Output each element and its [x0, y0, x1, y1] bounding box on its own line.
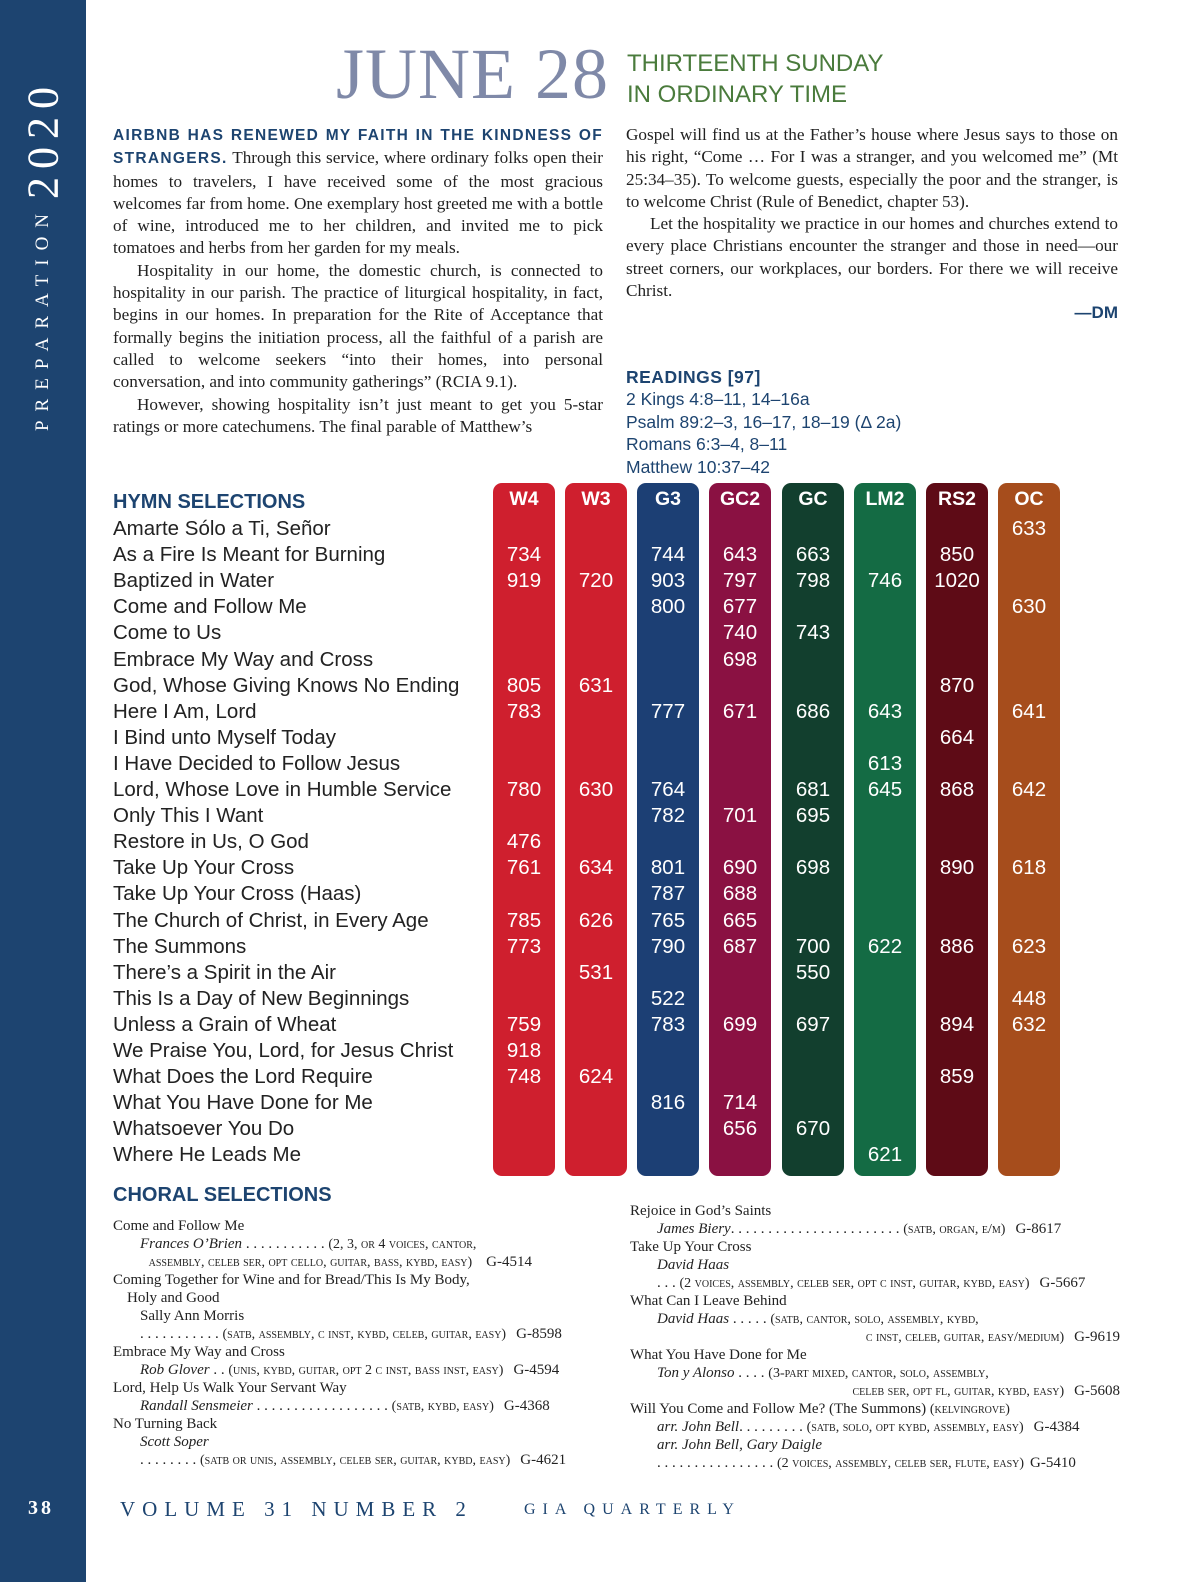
choral-title: No Turning Back: [113, 1416, 218, 1432]
hymn-number: 805: [506, 673, 542, 697]
hymnal-column-header: OC: [1014, 488, 1044, 510]
hymn-number: 663: [795, 543, 831, 567]
reading-line: Psalm 89:2–3, 16–17, 18–19 (Δ 2a): [626, 411, 902, 432]
hymn-number: 681: [795, 778, 831, 801]
hymn-number: 687: [722, 934, 758, 958]
voicing-detail: (3-part mixed, cantor, solo, assembly,: [768, 1366, 989, 1381]
choral-entry-line: [657, 1220, 1061, 1239]
hymn-number: 448: [1011, 986, 1047, 1010]
hymn-title: Baptized in Water: [113, 569, 275, 593]
composer: Ton y Alonso: [657, 1365, 735, 1381]
choral-entry-line: [853, 1382, 1120, 1401]
hymn-number: 686: [795, 699, 831, 723]
article-p1-text: Through this service, where ordinary folks open their homes to travelers, I have received some of the most gracious welcomes far from home. One exemplary host greeted me with a bottle of wine, introduced me to her children, and invited me to pick tomatoes and herbs from her garden for my meals.: [113, 148, 603, 258]
article-paragraph-3: However, showing hospitality isn’t just meant to get you 5-star ratings or more catechumens. The final parable of Matthew’s: [113, 394, 603, 436]
voicing-detail: (satb, assembly, c inst, kybd, celeb, guitar, easy): [222, 1327, 507, 1342]
readings-section: [626, 366, 901, 478]
hymn-number: 787: [650, 882, 686, 906]
hymn-title: Only This I Want: [113, 804, 264, 828]
hymnal-column-header: G3: [654, 488, 681, 510]
hymn-number: 773: [506, 934, 542, 958]
hymn-number: 761: [506, 856, 542, 880]
catalog-code: G-4514: [486, 1254, 532, 1270]
choral-entry-line: [866, 1328, 1120, 1347]
leader-dots: . . . . . . . . .: [739, 1419, 807, 1435]
hymn-number: 850: [939, 543, 975, 567]
hymn-number: 641: [1011, 699, 1047, 723]
hymn-number: 665: [722, 908, 758, 932]
hymn-number: 1020: [934, 569, 980, 593]
preparation-label: PREPARATION: [32, 204, 53, 432]
choral-title: Lord, Help Us Walk Your Servant Way: [113, 1380, 347, 1396]
leader-dots: . .: [209, 1362, 229, 1378]
voicing-detail: (satb or unis, assembly, celeb ser, guitar, kybd, easy): [200, 1453, 511, 1468]
hymn-number: 630: [578, 778, 614, 801]
reading-line: 2 Kings 4:8–11, 14–16a: [626, 389, 810, 409]
hymn-number: 522: [650, 986, 686, 1010]
hymn-number: 645: [867, 778, 903, 801]
hymn-title: I Bind unto Myself Today: [113, 725, 336, 749]
hymn-number: 695: [795, 804, 831, 828]
choral-entry-line: [657, 1454, 1076, 1473]
choral-title: Take Up Your Cross: [630, 1239, 752, 1255]
hymn-number: 656: [722, 1117, 758, 1141]
hymn-number: 746: [867, 569, 903, 593]
hymn-number: 903: [650, 569, 686, 593]
hymnal-column-header: LM2: [865, 488, 905, 510]
hymn-number: 630: [1011, 595, 1047, 619]
hymnal-column-header: W3: [581, 488, 611, 510]
hymn-number: 698: [795, 856, 831, 880]
composer: arr. John Bell, Gary Daigle: [657, 1437, 822, 1453]
voicing-detail: (2, 3, or 4 voices, cantor,: [328, 1237, 477, 1252]
hymn-title: Unless a Grain of Wheat: [113, 1012, 337, 1036]
composer: David Haas: [657, 1311, 730, 1327]
hymn-number: 759: [506, 1012, 542, 1036]
page-date: JUNE 28: [336, 34, 609, 114]
voicing-detail: celeb ser, opt fl, guitar, kybd, easy): [852, 1384, 1065, 1399]
hymn-number: 720: [578, 569, 614, 593]
choral-selections-heading: CHORAL SELECTIONS: [113, 1184, 332, 1206]
hymn-number: 748: [506, 1065, 542, 1089]
choral-title: Embrace My Way and Cross: [113, 1344, 285, 1360]
hymn-title: I Have Decided to Follow Jesus: [113, 751, 401, 775]
hymn-number: 531: [578, 960, 614, 984]
composer: arr. John Bell: [657, 1419, 740, 1435]
article-paragraph-5: Let the hospitality we practice in our homes and churches extend to every place Christians encounter the stranger and those in need—our street corners, our workplaces, our borders. For there we will receive Christ.: [626, 214, 1118, 301]
hymn-number: 780: [506, 778, 542, 801]
choral-entry-line: [657, 1310, 979, 1329]
hymn-number: 677: [722, 595, 758, 619]
hymn-title: What You Have Done for Me: [113, 1091, 373, 1115]
voicing-detail: (satb, solo, opt kybd, assembly, easy): [806, 1420, 1024, 1435]
composer: Randall Sensmeier: [140, 1398, 253, 1414]
catalog-code: G-5410: [1030, 1455, 1076, 1471]
choral-title: Rejoice in God’s Saints: [630, 1203, 772, 1219]
hymn-title: The Church of Christ, in Every Age: [113, 908, 429, 932]
hymn-number: 613: [867, 751, 903, 775]
voicing-detail: (2 voices, assembly, celeb ser, opt c inst, guitar, kybd, easy): [679, 1276, 1030, 1291]
article-paragraph-4: Gospel will find us at the Father’s house where Jesus says to those on his right, “Come … For I was a stranger, and you welcomed me” (Mt 25:34–35). To welcome guests, especially the poor and the stranger, is to welcome Christ (Rule of Benedict, chapter 53).: [626, 125, 1118, 211]
page-number: 38: [28, 1497, 54, 1519]
footer-publication: GIA QUARTERLY: [524, 1501, 741, 1518]
composer: Rob Glover: [140, 1362, 210, 1378]
hymn-title: Embrace My Way and Cross: [113, 647, 374, 671]
choral-title: Will You Come and Follow Me? (The Summons): [630, 1401, 927, 1417]
choral-entry-line: [149, 1253, 532, 1272]
leader-dots: . . . . . . . . . . .: [140, 1326, 223, 1342]
catalog-code: G-4384: [1033, 1419, 1080, 1435]
voicing-detail: (2 voices, assembly, celeb ser, flute, easy): [777, 1456, 1025, 1471]
hymnal-column-header: GC2: [719, 488, 761, 510]
hymn-number: 782: [650, 804, 686, 828]
author-signature: —DM: [1074, 303, 1118, 323]
voicing-detail: assembly, celeb ser, opt cello, guitar, bass, kybd, easy): [148, 1255, 473, 1270]
choral-title: Come and Follow Me: [113, 1218, 245, 1234]
hymn-title: Amarte Sólo a Ti, Señor: [113, 517, 331, 540]
hymn-number: 764: [650, 778, 686, 801]
leader-dots: . . . . . . . . . . . . . . . . . . . . . . .: [730, 1221, 904, 1237]
tune-name: (kelvingrove): [929, 1402, 1010, 1417]
hymn-number: 890: [939, 856, 975, 880]
voicing-detail: (satb, cantor, solo, assembly, kybd,: [770, 1312, 979, 1327]
hymn-number: 664: [939, 725, 975, 749]
voicing-detail: c inst, celeb, guitar, easy/medium): [865, 1330, 1065, 1345]
hymnal-column-header: RS2: [938, 488, 976, 510]
hymn-number: 671: [722, 699, 758, 723]
hymn-number: 642: [1011, 778, 1047, 801]
hymn-number: 743: [795, 621, 831, 645]
choral-entry-line: [630, 1400, 1010, 1419]
liturgical-day-title: [627, 48, 883, 110]
hymn-title: Take Up Your Cross: [113, 856, 295, 880]
catalog-code: G-4594: [513, 1362, 560, 1378]
composer: Sally Ann Morris: [140, 1308, 245, 1324]
hymn-title: There’s a Spirit in the Air: [113, 960, 336, 984]
hymn-number: 801: [650, 856, 686, 880]
hymn-number: 643: [722, 543, 758, 567]
hymn-title: Whatsoever You Do: [113, 1117, 295, 1141]
hymn-title: Where He Leads Me: [113, 1143, 302, 1167]
hymn-number: 859: [939, 1065, 975, 1089]
choral-title: What Can I Leave Behind: [630, 1293, 787, 1309]
hymn-number: 894: [939, 1012, 975, 1036]
article-paragraph-2: Hospitality in our home, the domestic church, is connected to hospitality in our parish. The practice of liturgical hospitality, in fact, begins in our homes. In preparation for the Rite of Acceptance that formally begins the initiation process, all the faithful of a parish are called to welcome seekers “into their homes, into personal conversation, and into community gatherings” (RCIA 9.1).: [113, 260, 603, 392]
readings-heading: READINGS [97]: [626, 367, 761, 387]
hymn-number: 697: [795, 1012, 831, 1036]
hymn-title: What Does the Lord Require: [113, 1065, 373, 1089]
hymn-title: God, Whose Giving Knows No Ending: [113, 673, 460, 697]
title-line-1: THIRTEENTH SUNDAY: [627, 50, 884, 77]
hymn-number: 765: [650, 908, 686, 932]
year-label: 2020: [18, 78, 68, 199]
catalog-code: G-8598: [516, 1326, 562, 1342]
hymn-title: As a Fire Is Meant for Burning: [113, 543, 386, 567]
voicing-detail: (satb, organ, e/m): [903, 1222, 1006, 1237]
choral-title: Coming Together for Wine and for Bread/This Is My Body,: [113, 1272, 470, 1288]
choral-entry-line: [140, 1235, 476, 1254]
title-line-2: IN ORDINARY TIME: [627, 81, 848, 108]
hymn-number: 631: [578, 673, 614, 697]
hymn-title: Come to Us: [113, 621, 222, 645]
hymn-number: 918: [506, 1039, 542, 1062]
hymn-number: 701: [722, 804, 758, 828]
hymn-selections-heading: HYMN SELECTIONS: [113, 491, 306, 513]
hymn-number: 632: [1011, 1012, 1047, 1036]
hymn-number: 621: [867, 1143, 903, 1167]
leader-dots: . . . . . . . . . . .: [242, 1236, 329, 1252]
hymn-number: 476: [506, 830, 542, 854]
voicing-detail: (satb, kybd, easy): [391, 1399, 494, 1414]
article-paragraph-1: [113, 124, 603, 260]
hymn-number: 623: [1011, 934, 1047, 958]
hymn-number: 798: [795, 569, 831, 593]
hymn-title: Lord, Whose Love in Humble Service: [113, 778, 452, 801]
catalog-code: G-8617: [1015, 1221, 1062, 1237]
hymnal-column-header: W4: [509, 488, 539, 510]
hymn-number: 800: [650, 595, 686, 619]
composer: Scott Soper: [140, 1434, 209, 1450]
sidebar-label: [18, 79, 69, 431]
hymn-number: 919: [506, 569, 542, 593]
catalog-code: G-9619: [1074, 1329, 1120, 1345]
hymn-number: 626: [578, 908, 614, 932]
hymn-number: 624: [578, 1065, 614, 1089]
hymn-number: 688: [722, 882, 758, 906]
composer: David Haas: [657, 1257, 730, 1273]
hymn-number: 785: [506, 908, 542, 932]
hymn-number: 870: [939, 673, 975, 697]
leader-dots: . . . . . . . .: [140, 1452, 200, 1468]
composer: James Biery: [657, 1221, 731, 1237]
hymn-number: 744: [650, 543, 686, 567]
hymn-number: 690: [722, 856, 758, 880]
hymn-title: Restore in Us, O God: [113, 830, 309, 854]
hymn-number: 550: [795, 960, 831, 984]
choral-entry-line: [140, 1451, 566, 1470]
hymn-number: 670: [795, 1117, 831, 1141]
voicing-detail: (unis, kybd, guitar, opt 2 c inst, bass inst, easy): [228, 1363, 504, 1378]
catalog-code: G-4621: [520, 1452, 567, 1468]
leader-dots: . . . . . . . . . . . . . . . .: [657, 1455, 777, 1471]
leader-dots: . . . .: [734, 1365, 769, 1381]
hymn-number: 634: [578, 856, 614, 880]
hymn-number: 700: [795, 934, 831, 958]
hymn-number: 868: [939, 778, 975, 801]
choral-entry-line: [657, 1364, 989, 1383]
hymn-number: 783: [650, 1012, 686, 1036]
hymn-number: 622: [867, 934, 903, 958]
footer-volume: VOLUME 31 NUMBER 2: [120, 1497, 473, 1521]
hymn-number: 740: [722, 621, 758, 645]
leader-dots: . . . . . . . . . . . . . . . . . .: [252, 1398, 392, 1414]
choral-entry-line: [140, 1361, 559, 1380]
hymn-number: 618: [1011, 856, 1047, 880]
reading-line: Matthew 10:37–42: [626, 456, 770, 477]
hymn-title: Here I Am, Lord: [113, 699, 257, 723]
hymn-number: 777: [650, 699, 686, 723]
hymn-number: 797: [722, 569, 758, 593]
hymn-number: 790: [650, 934, 686, 958]
choral-entry-line: [140, 1325, 562, 1344]
hymn-number: 734: [506, 543, 542, 567]
choral-entry-line: [657, 1274, 1085, 1293]
hymn-number: 643: [867, 699, 903, 723]
reading-line: Romans 6:3–4, 8–11: [626, 434, 788, 454]
leader-dots: . . . . .: [729, 1311, 771, 1327]
hymn-number: 783: [506, 699, 542, 723]
hymn-title: Come and Follow Me: [113, 595, 307, 619]
hymn-number: 714: [722, 1091, 758, 1115]
hymnal-column-bar: [998, 483, 1060, 1176]
hymn-number: 699: [722, 1012, 758, 1036]
hymn-title: We Praise You, Lord, for Jesus Christ: [113, 1039, 454, 1062]
hymn-number: 816: [650, 1091, 686, 1115]
catalog-code: G-5667: [1039, 1275, 1086, 1291]
choral-entry-line: [657, 1418, 1079, 1437]
article-lead: AIRBNB HAS RENEWED MY FAITH IN THE KINDNESS OF STRANGERS.: [113, 127, 603, 168]
leader-dots: . . .: [657, 1275, 680, 1291]
hymn-title: The Summons: [113, 934, 247, 958]
article-column-right: [626, 124, 1118, 325]
hymn-number: 633: [1011, 517, 1047, 540]
catalog-code: G-4368: [503, 1398, 550, 1414]
choral-title: What You Have Done for Me: [630, 1347, 807, 1363]
hymn-title: This Is a Day of New Beginnings: [113, 986, 410, 1010]
catalog-code: G-5608: [1074, 1383, 1120, 1399]
choral-title: Holy and Good: [127, 1290, 220, 1306]
article-column-left: [113, 124, 603, 476]
hymnal-column-header: GC: [798, 488, 828, 510]
choral-entry-line: [140, 1397, 550, 1416]
hymn-title: Take Up Your Cross (Haas): [113, 882, 362, 906]
hymn-number: 886: [939, 934, 975, 958]
composer: Frances O’Brien: [140, 1236, 243, 1252]
hymn-number: 698: [722, 647, 758, 671]
